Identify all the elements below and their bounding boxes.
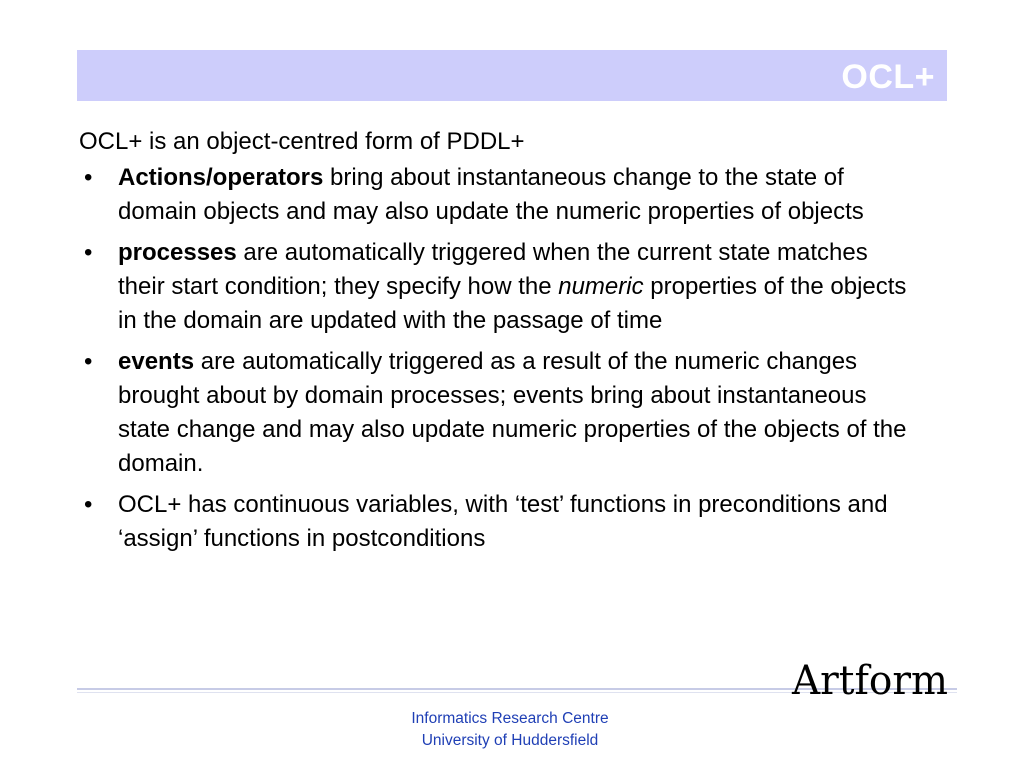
slide-body	[79, 125, 909, 563]
bullet-icon: •	[84, 164, 93, 191]
artform-logo	[788, 650, 954, 706]
bullet-emphasis-numeric: numeric	[558, 273, 644, 300]
bullet-lead-actions: Actions/operators	[118, 164, 324, 191]
bullet-lead-events: events	[118, 348, 195, 375]
bullet-text-actions: bring about instantaneous change to the state of domain objects and may also update the numeric properties of objects	[118, 164, 864, 225]
bullet-item-variables	[79, 488, 909, 556]
bullet-text-variables: OCL+ has continuous variables, with ‘test’ functions in preconditions and ‘assign’ functions in postconditions	[118, 491, 888, 552]
bullet-item-processes	[79, 236, 909, 338]
bullet-item-events	[79, 345, 909, 481]
footer-org-line1: Informatics Research Centre	[411, 710, 609, 727]
slide-title: OCL+	[841, 58, 935, 96]
bullet-text-processes-before: are automatically triggered when the current state matches their start condition; they specify how the	[118, 239, 868, 300]
intro-line: OCL+ is an object-centred form of PDDL+	[79, 128, 525, 155]
bullet-icon: •	[84, 491, 93, 518]
artform-logo-text: Artform	[791, 658, 948, 704]
bullet-item-actions	[79, 161, 909, 229]
title-bar	[77, 50, 947, 101]
bullet-list	[79, 161, 909, 556]
bullet-lead-processes: processes	[118, 239, 237, 266]
bullet-text-events: are automatically triggered as a result of the numeric changes brought about by domain processes; events bring about instantaneous state change and may also update numeric properties of the objects of the domain.	[118, 348, 907, 477]
footer-organization	[310, 708, 710, 752]
bullet-text-processes-after: properties of the objects in the domain are updated with the passage of time	[118, 273, 907, 334]
bullet-icon: •	[84, 239, 93, 266]
bullet-icon: •	[84, 348, 93, 375]
footer-org-line2: University of Huddersfield	[421, 732, 599, 749]
